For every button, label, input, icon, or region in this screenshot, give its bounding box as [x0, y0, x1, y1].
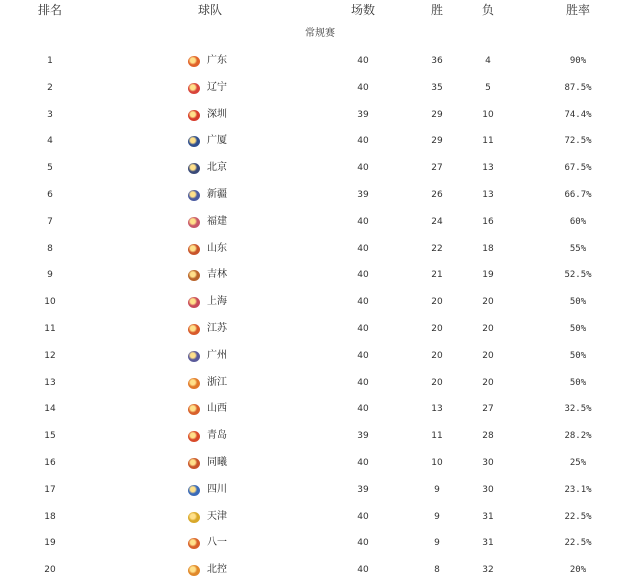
team-name: 浙江 [207, 376, 227, 388]
beijing-logo-icon [188, 163, 200, 174]
losses-cell: 32 [482, 565, 494, 576]
games-cell: 40 [357, 565, 369, 576]
losses-cell: 20 [482, 297, 494, 308]
rank-cell: 9 [47, 270, 53, 281]
games-cell: 40 [357, 56, 369, 66]
team-name: 新疆 [207, 189, 227, 200]
wins-cell: 9 [434, 511, 440, 522]
win-pct-cell: 90% [569, 56, 587, 66]
wins-cell: 24 [431, 216, 443, 227]
games-cell: 40 [357, 270, 369, 281]
rank-cell: 12 [44, 350, 56, 361]
win-pct-cell: 87.5% [564, 82, 592, 93]
win-pct-cell: 50% [569, 377, 587, 388]
table-row [0, 426, 640, 446]
losses-cell: 13 [482, 163, 494, 174]
games-cell: 39 [357, 190, 369, 200]
tianjin-logo-icon [188, 512, 200, 523]
team-name: 辽宁 [207, 81, 227, 93]
games-cell: 39 [357, 109, 369, 120]
games-cell: 40 [357, 216, 369, 227]
guangdong-logo-icon [188, 56, 200, 67]
rank-cell: 6 [47, 190, 53, 200]
team-name: 广东 [207, 55, 227, 66]
table-row [0, 51, 640, 71]
rank-cell: 20 [44, 565, 56, 576]
games-cell: 40 [357, 82, 369, 93]
wins-cell: 21 [431, 270, 443, 281]
win-pct-cell: 22.5% [564, 511, 592, 522]
shanxi-logo-icon [188, 404, 200, 415]
table-row [0, 373, 640, 393]
table-row [0, 78, 640, 98]
tongxi-logo-icon [188, 458, 200, 469]
win-pct-cell: 50% [569, 324, 587, 334]
wins-cell: 26 [431, 190, 443, 200]
losses-cell: 13 [482, 190, 494, 200]
win-pct-cell: 67.5% [564, 163, 592, 174]
win-pct-cell: 32.5% [564, 404, 592, 415]
win-pct-cell: 52.5% [564, 270, 592, 281]
rank-cell: 13 [44, 377, 56, 388]
guangzhou-logo-icon [188, 351, 200, 362]
losses-cell: 20 [482, 350, 494, 361]
shenzhen-logo-icon [188, 110, 200, 121]
qingdao-logo-icon [188, 431, 200, 442]
team-name: 四川 [207, 483, 227, 495]
losses-cell: 18 [482, 243, 494, 254]
team-name: 江苏 [207, 323, 227, 334]
liaoning-logo-icon [188, 83, 200, 94]
losses-cell: 31 [482, 538, 494, 549]
team-name: 同曦 [207, 457, 227, 468]
table-row [0, 453, 640, 473]
wins-cell: 35 [431, 82, 443, 93]
losses-cell: 4 [485, 56, 491, 66]
win-pct-cell: 60% [569, 216, 587, 227]
rank-cell: 8 [47, 243, 53, 254]
losses-cell: 30 [482, 484, 494, 495]
win-pct-cell: 23.1% [564, 484, 592, 495]
win-pct-cell: 20% [569, 565, 587, 576]
games-cell: 40 [357, 136, 369, 147]
losses-cell: 31 [482, 511, 494, 522]
team-name: 天津 [207, 510, 227, 522]
table-row [0, 399, 640, 419]
table-row [0, 319, 640, 339]
wins-cell: 20 [431, 350, 443, 361]
win-pct-cell: 25% [569, 458, 587, 468]
games-cell: 39 [357, 431, 369, 442]
losses-cell: 20 [482, 377, 494, 388]
losses-cell: 27 [482, 404, 494, 415]
win-pct-cell: 50% [569, 350, 587, 361]
win-pct-cell: 22.5% [564, 538, 592, 549]
shanghai-logo-icon [188, 297, 200, 308]
rank-cell: 16 [44, 458, 56, 468]
team-name: 吉林 [207, 269, 227, 281]
rank-cell: 4 [47, 136, 53, 147]
games-cell: 40 [357, 511, 369, 522]
games-cell: 40 [357, 538, 369, 549]
win-pct-cell: 66.7% [564, 190, 592, 200]
rank-cell: 15 [44, 431, 56, 442]
losses-cell: 5 [485, 82, 491, 93]
jiangsu-logo-icon [188, 324, 200, 335]
wins-cell: 10 [431, 458, 443, 468]
games-cell: 40 [357, 404, 369, 415]
table-row [0, 507, 640, 527]
win-pct-cell: 55% [569, 243, 587, 254]
section-row [0, 24, 640, 44]
wins-cell: 36 [431, 56, 443, 66]
header-losses: 负 [481, 3, 494, 17]
games-cell: 40 [357, 377, 369, 388]
rank-cell: 2 [47, 82, 53, 93]
table-row [0, 158, 640, 178]
rank-cell: 1 [47, 56, 53, 66]
wins-cell: 11 [431, 431, 443, 442]
wins-cell: 20 [431, 297, 443, 308]
rank-cell: 18 [44, 511, 56, 522]
header-games: 场数 [350, 3, 375, 17]
rank-cell: 11 [44, 324, 56, 334]
table-row [0, 185, 640, 205]
wins-cell: 9 [434, 484, 440, 495]
losses-cell: 10 [482, 109, 494, 120]
team-name: 山西 [207, 403, 227, 415]
team-name: 山东 [207, 242, 227, 254]
rank-cell: 10 [44, 297, 56, 308]
team-name: 深圳 [207, 108, 227, 120]
games-cell: 39 [357, 484, 369, 495]
games-cell: 40 [357, 243, 369, 254]
games-cell: 40 [357, 324, 369, 334]
rank-cell: 19 [44, 538, 56, 549]
wins-cell: 27 [431, 163, 443, 174]
losses-cell: 19 [482, 270, 494, 281]
team-name: 广州 [207, 349, 227, 361]
zhejiang-logo-icon [188, 378, 200, 389]
table-row [0, 131, 640, 151]
table-row [0, 533, 640, 553]
header-win-pct: 胜率 [565, 3, 590, 17]
losses-cell: 28 [482, 431, 494, 442]
sichuan-logo-icon [188, 485, 200, 496]
table-row [0, 212, 640, 232]
table-row [0, 265, 640, 285]
table-row [0, 292, 640, 312]
bayi-logo-icon [188, 538, 200, 549]
section-title: 常规赛 [305, 28, 335, 39]
team-name: 上海 [207, 296, 227, 308]
win-pct-cell: 74.4% [564, 109, 592, 120]
table-header [0, 0, 640, 20]
wins-cell: 22 [431, 243, 443, 254]
wins-cell: 20 [431, 377, 443, 388]
guangsha-logo-icon [188, 136, 200, 147]
rank-cell: 7 [47, 216, 53, 227]
header-wins: 胜 [430, 3, 443, 17]
win-pct-cell: 72.5% [564, 136, 592, 147]
games-cell: 40 [357, 458, 369, 468]
wins-cell: 29 [431, 136, 443, 147]
header-team: 球队 [197, 3, 222, 17]
table-row [0, 346, 640, 366]
rank-cell: 5 [47, 163, 53, 174]
games-cell: 40 [357, 163, 369, 174]
rank-cell: 3 [47, 109, 53, 120]
table-row [0, 239, 640, 259]
wins-cell: 8 [434, 565, 440, 576]
games-cell: 40 [357, 350, 369, 361]
wins-cell: 29 [431, 109, 443, 120]
shandong-logo-icon [188, 244, 200, 255]
win-pct-cell: 28.2% [564, 431, 592, 442]
xinjiang-logo-icon [188, 190, 200, 201]
losses-cell: 30 [482, 458, 494, 468]
table-row [0, 105, 640, 125]
jilin-logo-icon [188, 270, 200, 281]
team-name: 广厦 [207, 135, 227, 147]
team-name: 北控 [207, 564, 227, 576]
team-name: 青岛 [207, 430, 227, 442]
rank-cell: 14 [44, 404, 56, 415]
table-row [0, 560, 640, 580]
losses-cell: 16 [482, 216, 494, 227]
team-name: 北京 [207, 162, 227, 174]
rank-cell: 17 [44, 484, 56, 495]
table-row [0, 480, 640, 500]
wins-cell: 13 [431, 404, 443, 415]
team-name: 八一 [207, 537, 227, 549]
header-rank: 排名 [37, 3, 62, 17]
wins-cell: 20 [431, 324, 443, 334]
losses-cell: 20 [482, 324, 494, 334]
wins-cell: 9 [434, 538, 440, 549]
games-cell: 40 [357, 297, 369, 308]
team-name: 福建 [207, 215, 227, 227]
win-pct-cell: 50% [569, 297, 587, 308]
fujian-logo-icon [188, 217, 200, 228]
losses-cell: 11 [482, 136, 494, 147]
